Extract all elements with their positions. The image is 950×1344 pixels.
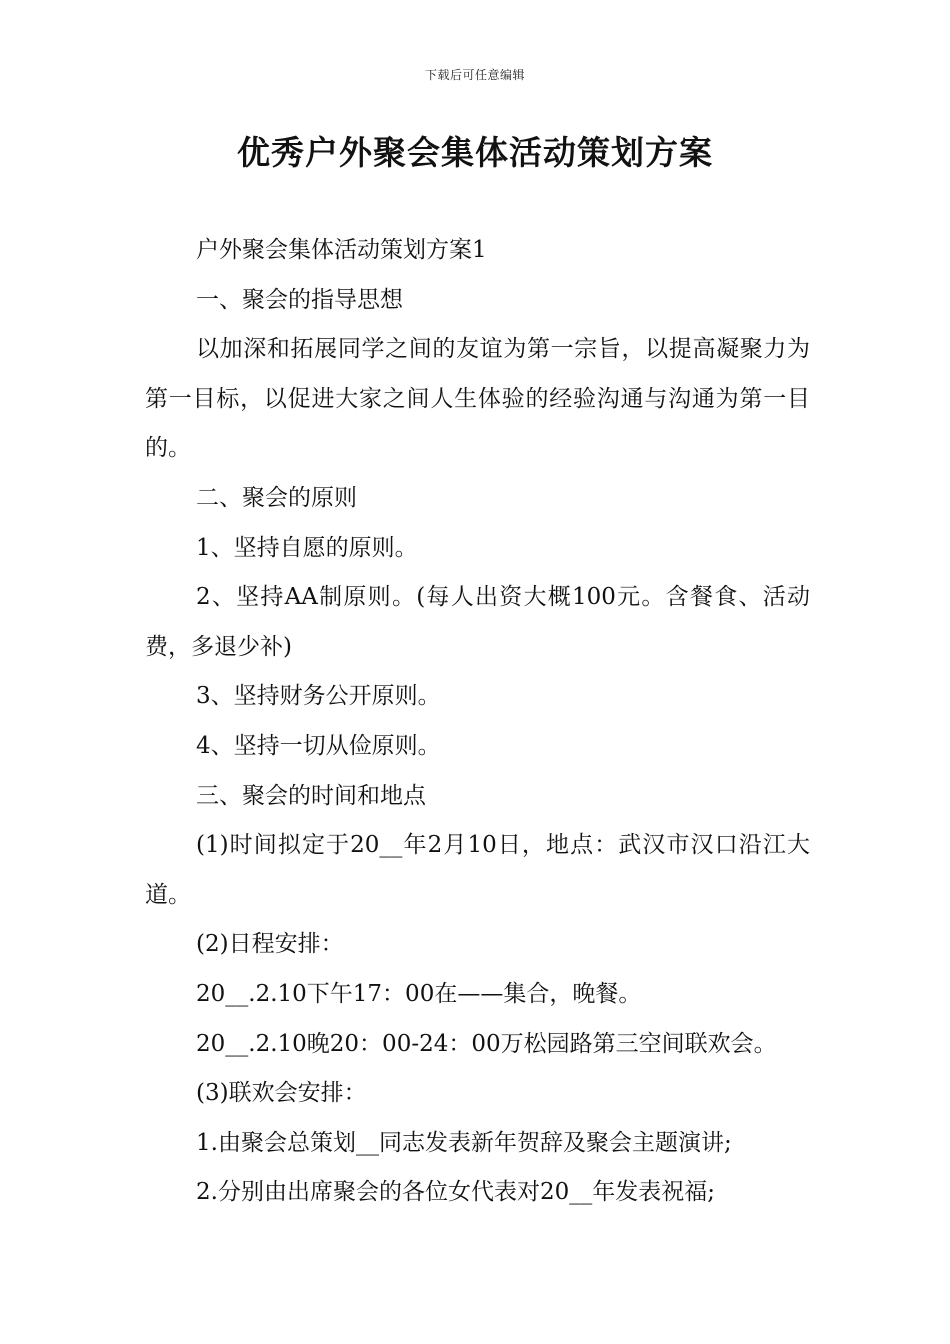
paragraph-party-item-2: 2.分别由出席聚会的各位女代表对20__年发表祝福;: [196, 1179, 715, 1206]
paragraph-principle-4: 4、坚持一切从俭原则。: [196, 732, 441, 759]
paragraph-section-heading: 户外聚会集体活动策划方案1: [196, 237, 487, 263]
paragraph-principle-2: 2、坚持AA制原则。(每人出资大概100元。含餐食、活动费，多退少补): [145, 584, 810, 660]
paragraph-principle-3: 3、坚持财务公开原则。: [196, 683, 441, 710]
paragraph-guiding-idea: 以加深和拓展同学之间的友谊为第一宗旨，以提高凝聚力为第一目标，以促进大家之间人生体验的经验沟通与沟通为第一目的。: [145, 336, 810, 462]
paragraph-heading-time-place: 三、聚会的时间和地点: [196, 782, 426, 809]
paragraph-party-item-1: 1.由聚会总策划__同志发表新年贺辞及聚会主题演讲;: [196, 1129, 732, 1156]
document-body: [145, 226, 810, 1218]
paragraph-principle-1: 1、坚持自愿的原则。: [196, 534, 418, 561]
paragraph-schedule-heading: (2)日程安排：: [196, 931, 344, 958]
paragraph-time-place: (1)时间拟定于20__年2月10日，地点：武汉市汉口沿江大道。: [145, 832, 810, 908]
paragraph-heading-principles: 二、聚会的原则: [196, 484, 357, 511]
paragraph-schedule-item-2: 20__.2.10晚20：00-24：00万松园路第三空间联欢会。: [196, 1030, 777, 1057]
paragraph-schedule-item-1: 20__.2.10下午17：00在——集合，晚餐。: [196, 980, 642, 1007]
paragraph-party-heading: (3)联欢会安排：: [196, 1080, 367, 1107]
document-title: 优秀户外聚会集体活动策划方案: [237, 133, 713, 172]
header-note: 下载后可任意编辑: [424, 68, 525, 82]
paragraph-heading-guiding-idea: 一、聚会的指导思想: [196, 286, 403, 313]
